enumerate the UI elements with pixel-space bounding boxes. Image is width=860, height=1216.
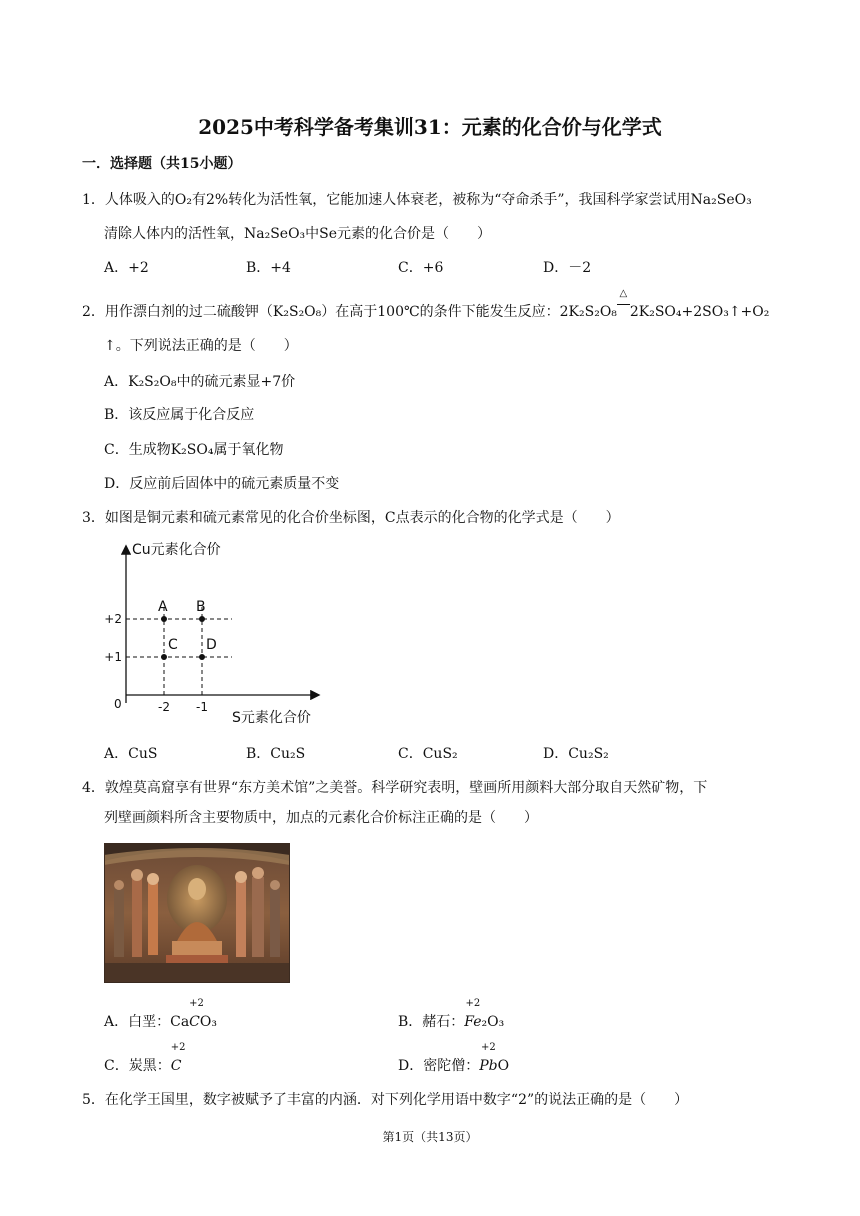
question-1-line2: 清除人体内的活性氧，Na₂SeO₃中Se元素的化合价是（ ） (104, 226, 492, 242)
q4-a-prefix: A．白垩：Ca (104, 1014, 190, 1030)
question-2-line2: ↑。下列说法正确的是（ ） (104, 338, 298, 354)
question-4-line1: 4．敦煌莫高窟享有世界“东方美术馆”之美誉。科学研究表明，壁画所用颜料大部分取自天然矿物，下 (82, 780, 708, 796)
point-a (161, 616, 167, 622)
q4-b-suffix: ₂O₃ (481, 1014, 505, 1030)
point-label-b: B (196, 599, 206, 615)
q4-option-b (398, 998, 505, 1032)
x-tick-label: -2 (158, 700, 170, 714)
question-3-line1: 3．如图是铜元素和硫元素常见的化合价坐标图，C点表示的化合物的化学式是（ ） (82, 510, 620, 526)
origin-label: 0 (114, 697, 122, 711)
q4-d-valence: +2 (481, 1042, 496, 1053)
q4-c-elem-text: C (170, 1058, 182, 1074)
q4-option-c (104, 1042, 186, 1076)
q3-option-b: B．Cu₂S (246, 746, 306, 762)
q1-option-b: B．+4 (246, 260, 291, 276)
point-c (161, 654, 167, 660)
page-footer: 第1页（共13页） (382, 1130, 478, 1144)
q4-a-valence: +2 (189, 998, 204, 1009)
question-1-line1: 1．人体吸入的O₂有2%转化为活性氧，它能加速人体衰老，被称为“夺命杀手”，我国科学家尝试用Na₂SeO₃ (82, 192, 752, 208)
heat-symbol: △ (619, 288, 628, 299)
point-label-a: A (158, 599, 168, 615)
question-5-line1: 5．在化学王国里，数字被赋予了丰富的内涵．对下列化学用语中数字“2”的说法正确的是（ ） (82, 1092, 689, 1108)
question-4-line2: 列壁画颜料所含主要物质中，加点的元素化合价标注正确的是（ ） (104, 810, 538, 826)
q2-option-b: B．该反应属于化合反应 (104, 407, 255, 423)
point-label-c: C (168, 637, 178, 653)
q4-option-d (398, 1042, 510, 1076)
reaction-condition (617, 288, 630, 319)
mogao-mural-photo (104, 843, 290, 983)
point-b (199, 616, 205, 622)
q2-option-a: A．K₂S₂O₈中的硫元素显+7价 (104, 374, 296, 390)
q2-text: 2．用作漂白剂的过二硫酸钾（K₂S₂O₈）在高于100℃的条件下能发生反应：2K₂S₂O₈ (82, 304, 617, 320)
q4-b-element (464, 998, 482, 1032)
q4-a-suffix: O₃ (199, 1014, 217, 1030)
x-axis-label: S元素化合价 (232, 710, 311, 726)
y-tick-label: +1 (104, 650, 122, 664)
page-title: 2025中考科学备考集训31：元素的化合价与化学式 (198, 115, 662, 139)
q4-d-element (479, 1042, 498, 1076)
q1-option-c: C．+6 (398, 260, 444, 276)
q2-option-c: C．生成物K₂SO₄属于氧化物 (104, 442, 284, 458)
q1-option-a: A．+2 (104, 260, 149, 276)
question-2-line1 (82, 288, 770, 322)
q4-b-prefix: B．赭石： (398, 1014, 465, 1030)
q4-c-element (170, 1042, 186, 1076)
q1-option-d: D．－2 (543, 260, 592, 276)
section-heading: 一．选择题（共15小题） (82, 156, 242, 172)
valence-chart (100, 535, 340, 730)
point-label-d: D (206, 637, 217, 653)
q4-c-prefix: C．炭黑： (104, 1058, 171, 1074)
q4-b-elem-text: Fe (464, 1014, 482, 1030)
y-axis-label: Cu元素化合价 (132, 542, 221, 558)
q3-option-d: D．Cu₂S₂ (543, 746, 609, 762)
q4-d-prefix: D．密陀僧： (398, 1058, 480, 1074)
q4-a-elem-text: C (189, 1014, 200, 1030)
x-tick-label: -1 (196, 700, 208, 714)
q4-d-elem-text: Pb (479, 1058, 498, 1074)
q4-option-a (104, 998, 217, 1032)
point-d (199, 654, 205, 660)
q4-a-element (189, 998, 204, 1032)
q3-option-c: C．CuS₂ (398, 746, 458, 762)
q4-d-suffix: O (497, 1058, 510, 1074)
q4-b-valence: +2 (465, 998, 481, 1009)
q4-c-valence: +2 (170, 1042, 186, 1053)
q2-equation-products: 2K₂SO₄+2SO₃↑+O₂ (629, 304, 770, 320)
q2-option-d: D．反应前后固体中的硫元素质量不变 (104, 476, 340, 492)
q3-option-a: A．CuS (104, 746, 158, 762)
y-tick-label: +2 (104, 612, 122, 626)
